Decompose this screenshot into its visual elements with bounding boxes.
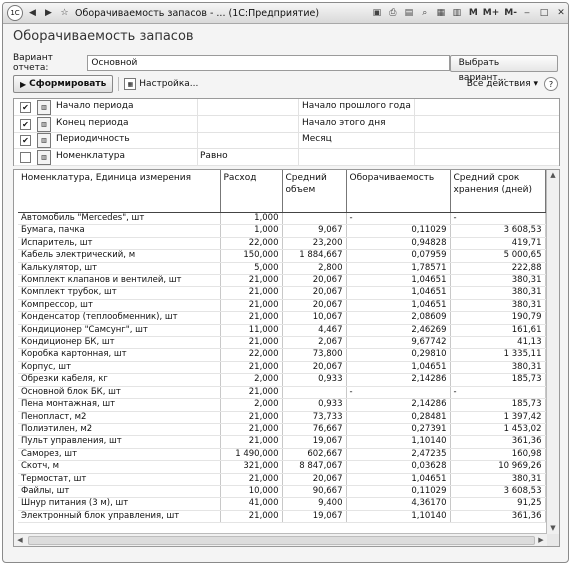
table-cell: 41,000 bbox=[220, 498, 282, 510]
table-cell: 380,31 bbox=[450, 275, 545, 287]
forward-icon[interactable]: ▶ bbox=[45, 8, 52, 18]
table-row[interactable] bbox=[18, 423, 545, 435]
table-cell: 380,31 bbox=[450, 299, 545, 311]
toolbar-divider bbox=[118, 77, 119, 91]
settings-label: Настройка... bbox=[139, 79, 199, 89]
parameter-icon: ▥ bbox=[37, 133, 51, 148]
table-cell: 0,933 bbox=[282, 399, 346, 411]
preview-icon[interactable]: ▤ bbox=[404, 8, 414, 18]
table-row[interactable] bbox=[18, 461, 545, 473]
table-row[interactable] bbox=[18, 337, 545, 349]
column-header-storage-days: Средний срок хранения (дней) bbox=[450, 170, 545, 213]
table-cell: 2,46269 bbox=[346, 324, 450, 336]
table-cell: Электронный блок управления, шт bbox=[18, 510, 220, 522]
table-cell: Компрессор, шт bbox=[18, 299, 220, 311]
memory-subtract-button[interactable]: M- bbox=[504, 8, 517, 18]
report-window bbox=[2, 2, 569, 563]
table-cell: - bbox=[450, 386, 545, 398]
table-cell: Корпус, шт bbox=[18, 361, 220, 373]
table-cell: 2,14286 bbox=[346, 399, 450, 411]
table-cell: Комплект клапанов и вентилей, шт bbox=[18, 275, 220, 287]
table-cell: Кондиционер БК, шт bbox=[18, 337, 220, 349]
table-cell: 20,067 bbox=[282, 473, 346, 485]
table-cell: 21,000 bbox=[220, 386, 282, 398]
filter-checkbox[interactable] bbox=[20, 152, 31, 163]
table-cell: 222,88 bbox=[450, 262, 545, 274]
table-cell: 73,733 bbox=[282, 411, 346, 423]
table-cell: 20,067 bbox=[282, 275, 346, 287]
horizontal-scroll-thumb[interactable] bbox=[28, 536, 535, 545]
table-cell: 380,31 bbox=[450, 361, 545, 373]
table-cell: 73,800 bbox=[282, 349, 346, 361]
table-cell: 361,36 bbox=[450, 510, 545, 522]
table-cell: 21,000 bbox=[220, 423, 282, 435]
table-cell: Термостат, шт bbox=[18, 473, 220, 485]
close-icon[interactable]: ✕ bbox=[557, 8, 565, 18]
generate-label: Сформировать bbox=[29, 79, 107, 89]
filter-checkbox[interactable]: ✔ bbox=[20, 135, 31, 146]
scroll-right-icon[interactable]: ▶ bbox=[538, 536, 544, 544]
table-cell: Испаритель, шт bbox=[18, 237, 220, 249]
table-cell: 1 335,11 bbox=[450, 349, 545, 361]
filter-divider bbox=[197, 149, 198, 165]
filter-divider bbox=[414, 99, 415, 115]
memory-add-button[interactable]: M+ bbox=[482, 8, 500, 18]
table-cell: 21,000 bbox=[220, 473, 282, 485]
table-cell: Пена монтажная, шт bbox=[18, 399, 220, 411]
filter-name: Периодичность bbox=[56, 134, 130, 144]
table-cell: 1 884,667 bbox=[282, 250, 346, 262]
table-cell: 9,067 bbox=[282, 225, 346, 237]
minimize-icon[interactable]: ‒ bbox=[524, 8, 530, 18]
table-cell: Пульт управления, шт bbox=[18, 436, 220, 448]
table-cell: 2,47235 bbox=[346, 448, 450, 460]
filter-row[interactable] bbox=[14, 99, 559, 116]
filter-divider bbox=[414, 132, 415, 148]
calculator-icon[interactable]: ▦ bbox=[436, 8, 446, 18]
table-cell: 90,667 bbox=[282, 485, 346, 497]
column-header-item: Номенклатура, Единица измерения bbox=[18, 170, 220, 213]
table-row[interactable] bbox=[18, 213, 545, 225]
table-cell: 21,000 bbox=[220, 312, 282, 324]
filter-row[interactable] bbox=[14, 116, 559, 133]
table-cell: 185,73 bbox=[450, 399, 545, 411]
table-cell: 2,000 bbox=[220, 374, 282, 386]
column-header-consumption: Расход bbox=[220, 170, 282, 213]
table-cell: 91,25 bbox=[450, 498, 545, 510]
table-cell: Обрезки кабеля, кг bbox=[18, 374, 220, 386]
filter-value[interactable]: Месяц bbox=[302, 134, 332, 144]
scroll-down-icon[interactable]: ▼ bbox=[550, 524, 556, 532]
table-cell: 21,000 bbox=[220, 436, 282, 448]
table-cell: 10,000 bbox=[220, 485, 282, 497]
vertical-scrollbar[interactable] bbox=[546, 170, 559, 534]
table-cell: 0,07959 bbox=[346, 250, 450, 262]
scroll-up-icon[interactable]: ▲ bbox=[550, 171, 556, 179]
table-cell: Саморез, шт bbox=[18, 448, 220, 460]
back-icon[interactable]: ◀ bbox=[29, 8, 36, 18]
scrollbar-corner bbox=[547, 534, 559, 546]
table-cell: 0,29810 bbox=[346, 349, 450, 361]
table-row[interactable] bbox=[18, 386, 545, 398]
table-cell: 10 969,26 bbox=[450, 461, 545, 473]
table-cell: 9,67742 bbox=[346, 337, 450, 349]
table-row[interactable] bbox=[18, 485, 545, 497]
table-cell: Коробка картонная, шт bbox=[18, 349, 220, 361]
filter-value[interactable]: Начало этого дня bbox=[302, 117, 386, 128]
table-cell: 185,73 bbox=[450, 374, 545, 386]
variant-row bbox=[13, 53, 558, 83]
table-cell: Кабель электрический, м bbox=[18, 250, 220, 262]
table-cell: 0,94828 bbox=[346, 237, 450, 249]
table-cell: 21,000 bbox=[220, 337, 282, 349]
select-variant-button[interactable]: Выбрать вариант... bbox=[450, 55, 558, 72]
page-title: Оборачиваемость запасов bbox=[13, 29, 194, 44]
filter-name: Начало периода bbox=[56, 101, 134, 111]
table-cell: 2,800 bbox=[282, 262, 346, 274]
table-cell: Основной блок БК, шт bbox=[18, 386, 220, 398]
bookmark-star-icon[interactable]: ☆ bbox=[60, 8, 69, 18]
table-cell: Кондиционер "Самсунг", шт bbox=[18, 324, 220, 336]
table-cell bbox=[282, 386, 346, 398]
table-cell: Пенопласт, м2 bbox=[18, 411, 220, 423]
table-cell: 4,36170 bbox=[346, 498, 450, 510]
filter-condition[interactable]: Равно bbox=[200, 150, 228, 161]
title-toolbar bbox=[368, 6, 568, 20]
table-cell: Бумага, пачка bbox=[18, 225, 220, 237]
table-cell: 1,04651 bbox=[346, 275, 450, 287]
print-icon[interactable]: ⎙ bbox=[389, 8, 397, 18]
table-row[interactable] bbox=[18, 399, 545, 411]
table-cell: 380,31 bbox=[450, 473, 545, 485]
filter-checkbox[interactable]: ✔ bbox=[20, 102, 31, 113]
filter-divider bbox=[197, 132, 198, 148]
report-table bbox=[18, 170, 546, 523]
table-cell: 1 490,000 bbox=[220, 448, 282, 460]
table-cell: 361,36 bbox=[450, 436, 545, 448]
table-row[interactable] bbox=[18, 349, 545, 361]
table-cell: 1,000 bbox=[220, 225, 282, 237]
filter-value[interactable]: Начало прошлого года bbox=[302, 101, 411, 111]
table-row[interactable] bbox=[18, 436, 545, 448]
filter-divider bbox=[197, 116, 198, 132]
table-cell: 1,78571 bbox=[346, 262, 450, 274]
table-cell: 2,067 bbox=[282, 337, 346, 349]
table-cell: Полиэтилен, м2 bbox=[18, 423, 220, 435]
table-cell: 22,000 bbox=[220, 237, 282, 249]
table-cell: Конденсатор (теплообменник), шт bbox=[18, 312, 220, 324]
table-cell: 602,667 bbox=[282, 448, 346, 460]
table-cell: Комплект трубок, шт bbox=[18, 287, 220, 299]
parameter-icon: ▥ bbox=[37, 100, 51, 115]
table-cell bbox=[282, 213, 346, 225]
table-cell: 2,08609 bbox=[346, 312, 450, 324]
table-cell: 5 000,65 bbox=[450, 250, 545, 262]
parameter-icon: ▥ bbox=[37, 150, 51, 165]
column-header-turnover: Оборачиваемость bbox=[346, 170, 450, 213]
table-cell: 380,31 bbox=[450, 287, 545, 299]
table-cell: 20,067 bbox=[282, 287, 346, 299]
filter-divider bbox=[298, 99, 299, 115]
table-cell: 21,000 bbox=[220, 510, 282, 522]
scroll-left-icon[interactable]: ◀ bbox=[17, 536, 23, 544]
table-cell: 4,467 bbox=[282, 324, 346, 336]
filter-row[interactable] bbox=[14, 132, 559, 149]
table-cell: 21,000 bbox=[220, 275, 282, 287]
filter-name: Номенклатура bbox=[56, 150, 125, 161]
table-cell: 1,04651 bbox=[346, 287, 450, 299]
play-icon: ▶ bbox=[20, 79, 27, 89]
table-row[interactable] bbox=[18, 411, 545, 423]
table-cell: 1 397,42 bbox=[450, 411, 545, 423]
filter-divider bbox=[298, 116, 299, 132]
search-icon[interactable]: ⌕ bbox=[422, 8, 428, 18]
variant-field[interactable]: Основной bbox=[87, 55, 449, 71]
report-toolbar bbox=[13, 75, 558, 93]
table-cell: 21,000 bbox=[220, 411, 282, 423]
table-row[interactable] bbox=[18, 324, 545, 336]
table-cell: Скотч, м bbox=[18, 461, 220, 473]
save-icon[interactable]: ▣ bbox=[372, 8, 382, 18]
filter-name: Конец периода bbox=[56, 117, 129, 128]
table-cell: 20,067 bbox=[282, 361, 346, 373]
table-row[interactable] bbox=[18, 448, 545, 460]
report-spreadsheet[interactable] bbox=[13, 169, 560, 547]
table-row[interactable] bbox=[18, 262, 545, 274]
table-cell: 21,000 bbox=[220, 361, 282, 373]
table-cell: 5,000 bbox=[220, 262, 282, 274]
table-row[interactable] bbox=[18, 250, 545, 262]
table-cell: Автомобиль "Mercedes", шт bbox=[18, 213, 220, 225]
table-cell: 1,04651 bbox=[346, 299, 450, 311]
table-cell: 160,98 bbox=[450, 448, 545, 460]
table-cell: - bbox=[346, 386, 450, 398]
help-icon[interactable]: ? bbox=[544, 77, 558, 91]
table-cell: 150,000 bbox=[220, 250, 282, 262]
table-cell: 19,067 bbox=[282, 510, 346, 522]
memory-button[interactable]: M bbox=[468, 8, 478, 18]
table-cell: 21,000 bbox=[220, 299, 282, 311]
table-cell: 2,000 bbox=[220, 399, 282, 411]
table-cell: 3 608,53 bbox=[450, 225, 545, 237]
table-row[interactable] bbox=[18, 225, 545, 237]
table-cell: 20,067 bbox=[282, 299, 346, 311]
table-cell: 419,71 bbox=[450, 237, 545, 249]
filter-divider bbox=[298, 149, 299, 165]
title-bar bbox=[3, 3, 568, 24]
table-cell: 1,04651 bbox=[346, 473, 450, 485]
table-cell: Шнур питания (3 м), шт bbox=[18, 498, 220, 510]
table-row[interactable] bbox=[18, 312, 545, 324]
column-header-average-volume: Средний объем bbox=[282, 170, 346, 213]
table-cell: 0,28481 bbox=[346, 411, 450, 423]
filter-row[interactable] bbox=[14, 149, 559, 166]
table-cell: 0,11029 bbox=[346, 485, 450, 497]
parameter-icon: ▥ bbox=[37, 117, 51, 132]
table-cell: 9,400 bbox=[282, 498, 346, 510]
settings-panel bbox=[13, 98, 560, 166]
table-header-row bbox=[18, 170, 545, 213]
table-cell: 321,000 bbox=[220, 461, 282, 473]
filter-divider bbox=[197, 99, 198, 115]
filter-divider bbox=[414, 116, 415, 132]
table-row[interactable] bbox=[18, 473, 545, 485]
table-row[interactable] bbox=[18, 498, 545, 510]
horizontal-scrollbar[interactable] bbox=[14, 533, 547, 546]
table-row[interactable] bbox=[18, 275, 545, 287]
table-cell: - bbox=[346, 213, 450, 225]
filter-checkbox[interactable]: ✔ bbox=[20, 119, 31, 130]
table-cell: 1,000 bbox=[220, 213, 282, 225]
table-cell: 23,200 bbox=[282, 237, 346, 249]
table-cell: 3 608,53 bbox=[450, 485, 545, 497]
maximize-icon[interactable]: □ bbox=[539, 8, 549, 18]
table-cell: 0,27391 bbox=[346, 423, 450, 435]
table-cell: 10,067 bbox=[282, 312, 346, 324]
table-cell: Калькулятор, шт bbox=[18, 262, 220, 274]
table-cell: 0,03628 bbox=[346, 461, 450, 473]
window-title: Оборачиваемость запасов - ... (1С:Предприятие) bbox=[75, 7, 320, 19]
variant-label: Вариант отчета: bbox=[13, 53, 53, 73]
filter-divider bbox=[414, 149, 415, 165]
table-cell: - bbox=[450, 213, 545, 225]
table-cell: 161,61 bbox=[450, 324, 545, 336]
settings-button[interactable] bbox=[124, 78, 198, 90]
table-cell: 1,10140 bbox=[346, 510, 450, 522]
table-cell: 2,14286 bbox=[346, 374, 450, 386]
table-cell: 19,067 bbox=[282, 436, 346, 448]
settings-icon: ▦ bbox=[124, 78, 136, 90]
table-cell: 0,11029 bbox=[346, 225, 450, 237]
table-row[interactable] bbox=[18, 299, 545, 311]
table-row[interactable] bbox=[18, 237, 545, 249]
table-cell: Файлы, шт bbox=[18, 485, 220, 497]
table-cell: 1,04651 bbox=[346, 361, 450, 373]
all-actions-menu[interactable]: Все действия ▾ bbox=[466, 79, 538, 89]
table-row[interactable] bbox=[18, 510, 545, 522]
table-row[interactable] bbox=[18, 287, 545, 299]
table-row[interactable] bbox=[18, 374, 545, 386]
generate-button[interactable] bbox=[13, 75, 113, 93]
table-cell: 76,667 bbox=[282, 423, 346, 435]
table-cell: 1,10140 bbox=[346, 436, 450, 448]
table-cell: 1 453,02 bbox=[450, 423, 545, 435]
table-cell: 8 847,067 bbox=[282, 461, 346, 473]
table-cell: 11,000 bbox=[220, 324, 282, 336]
table-cell: 22,000 bbox=[220, 349, 282, 361]
table-cell: 21,000 bbox=[220, 287, 282, 299]
filter-divider bbox=[298, 132, 299, 148]
table-cell: 190,79 bbox=[450, 312, 545, 324]
table-cell: 41,13 bbox=[450, 337, 545, 349]
table-row[interactable] bbox=[18, 361, 545, 373]
table-cell: 0,933 bbox=[282, 374, 346, 386]
app-logo-icon[interactable]: 1С bbox=[7, 5, 23, 21]
calendar-icon[interactable]: ▥ bbox=[452, 8, 462, 18]
